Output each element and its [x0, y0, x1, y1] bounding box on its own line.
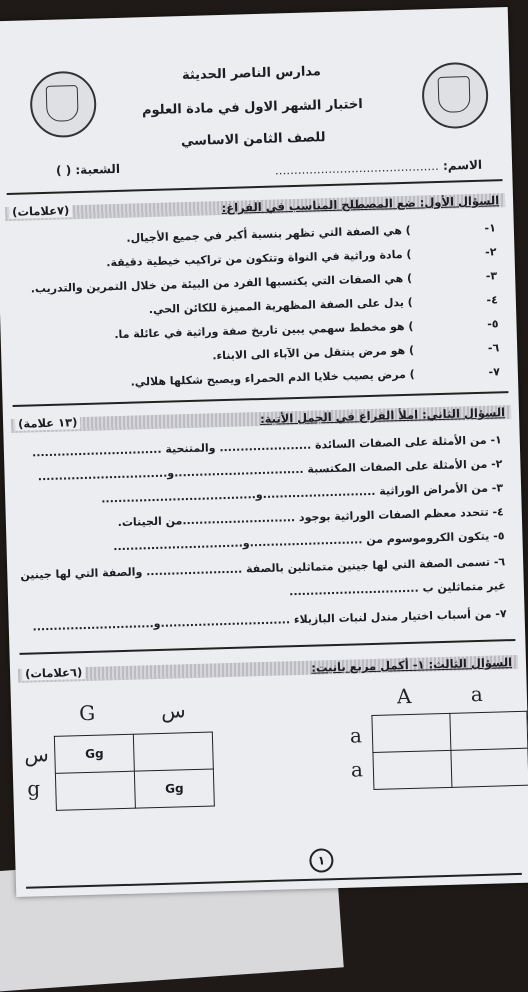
school-name: مدارس الناصر الحديثة — [181, 64, 322, 84]
name-field[interactable]: الاسم: ........................................... — [274, 157, 483, 178]
q1-item: ٤- ) يدل على الصفة المظهرية المميزة للكائن الحي. — [148, 293, 499, 317]
name-label: الاسم: — [442, 157, 483, 173]
exam-paper — [0, 7, 528, 897]
q2-item[interactable]: ٤- تتحدد معظم الصفات الوراثية بوجود ...........................من الجينات. — [117, 505, 504, 530]
q2-item[interactable]: ٢- من الأمثلة على الصفات المكتسبة ...............................و............................... — [37, 457, 503, 484]
q1-item: ٧- ) مرض يصيب خلايا الدم الحمراء ويصبح شكلها هلالي. — [130, 365, 501, 389]
q1-item: ٢- ) مادة وراثية في النواة وتتكون من تراكيب خيطية دقيقة. — [106, 245, 497, 270]
footer-divider — [26, 873, 522, 889]
punnett-cell[interactable] — [372, 713, 451, 752]
right-row-header: a — [350, 757, 364, 782]
q2-item[interactable]: ٧- من أسباب اختيار مندل لنبات البازيلاء ...............................و............................. — [32, 607, 507, 634]
punnett-cell[interactable]: Gg — [54, 734, 134, 773]
q1-item: ٣- ) هي الصفات التي يكتسبها الفرد من البيئة من خلال التمرين والتدريب. — [30, 269, 498, 296]
q2-item[interactable]: ١- من الأمثلة على الصفات السائدة ...................... والمتنحية ............................... — [31, 433, 502, 460]
section-field[interactable]: الشعبة: ( ) — [55, 161, 121, 178]
punnett-cell[interactable]: Gg — [134, 769, 214, 808]
punnett-cell[interactable] — [373, 750, 452, 789]
punnett-cell[interactable] — [449, 711, 528, 750]
header-divider — [7, 179, 503, 195]
right-col-header: a — [470, 681, 484, 707]
q1-item: ١- ) هي الصفة التي تظهر بنسبة أكبر في جميع الأجيال. — [126, 221, 497, 245]
q2-item[interactable]: ٥- يتكون الكروموسوم من ...........................و............................... — [113, 529, 505, 554]
q2-divider — [20, 639, 516, 655]
right-col-header: A — [396, 683, 412, 709]
school-logo-icon — [29, 71, 97, 139]
q1-item: ٦- ) هو مرض ينتقل من الآباء الى الابناء. — [212, 341, 500, 363]
q1-item: ٥- ) هو مخطط سهمي يبين تاريخ صفة وراثية في عائلة ما. — [114, 317, 499, 342]
q2-title: السؤال الثاني: املأ الفراغ في الجمل الأتية: — [259, 405, 506, 427]
q1-title: السؤال الأول: ضع المصطلح المناسب في الفراغ: — [221, 193, 500, 216]
ministry-seal-icon — [421, 62, 489, 130]
q2-item[interactable]: ٣- من الأمراض الوراثية ...........................و..................................... — [101, 481, 504, 506]
q2-item[interactable]: غير متماثلين ب ............................... — [288, 579, 507, 599]
q3-marks: (٦علامات) — [22, 665, 86, 681]
punnett-cell[interactable] — [450, 748, 528, 787]
left-col-header: س — [160, 698, 186, 723]
left-punnett-square — [54, 731, 215, 810]
exam-title: اختبار الشهر الاول في مادة العلوم — [141, 97, 363, 119]
right-punnett-square — [371, 711, 528, 790]
q1-divider — [13, 391, 509, 407]
punnett-cell[interactable] — [133, 732, 213, 771]
page-number: ١ — [309, 848, 334, 873]
q3-title: السؤال الثالث: ١- أكمل مربع بانيت: — [311, 655, 513, 675]
grade-label: للصف الثامن الاساسي — [180, 130, 326, 150]
right-row-header: a — [349, 723, 363, 748]
left-row-header: س — [24, 742, 50, 767]
punnett-cell[interactable] — [55, 771, 135, 810]
q2-marks: (١٣ علامة) — [15, 415, 81, 431]
left-col-header: G — [78, 700, 96, 726]
left-row-header: g — [26, 776, 41, 801]
q1-marks: (٧علامات) — [9, 203, 73, 219]
q2-item[interactable]: ٦- تسمى الصفة التي لها جينين متماثلين بالصفة ....................... والصفة التي لها جينين — [20, 555, 506, 582]
